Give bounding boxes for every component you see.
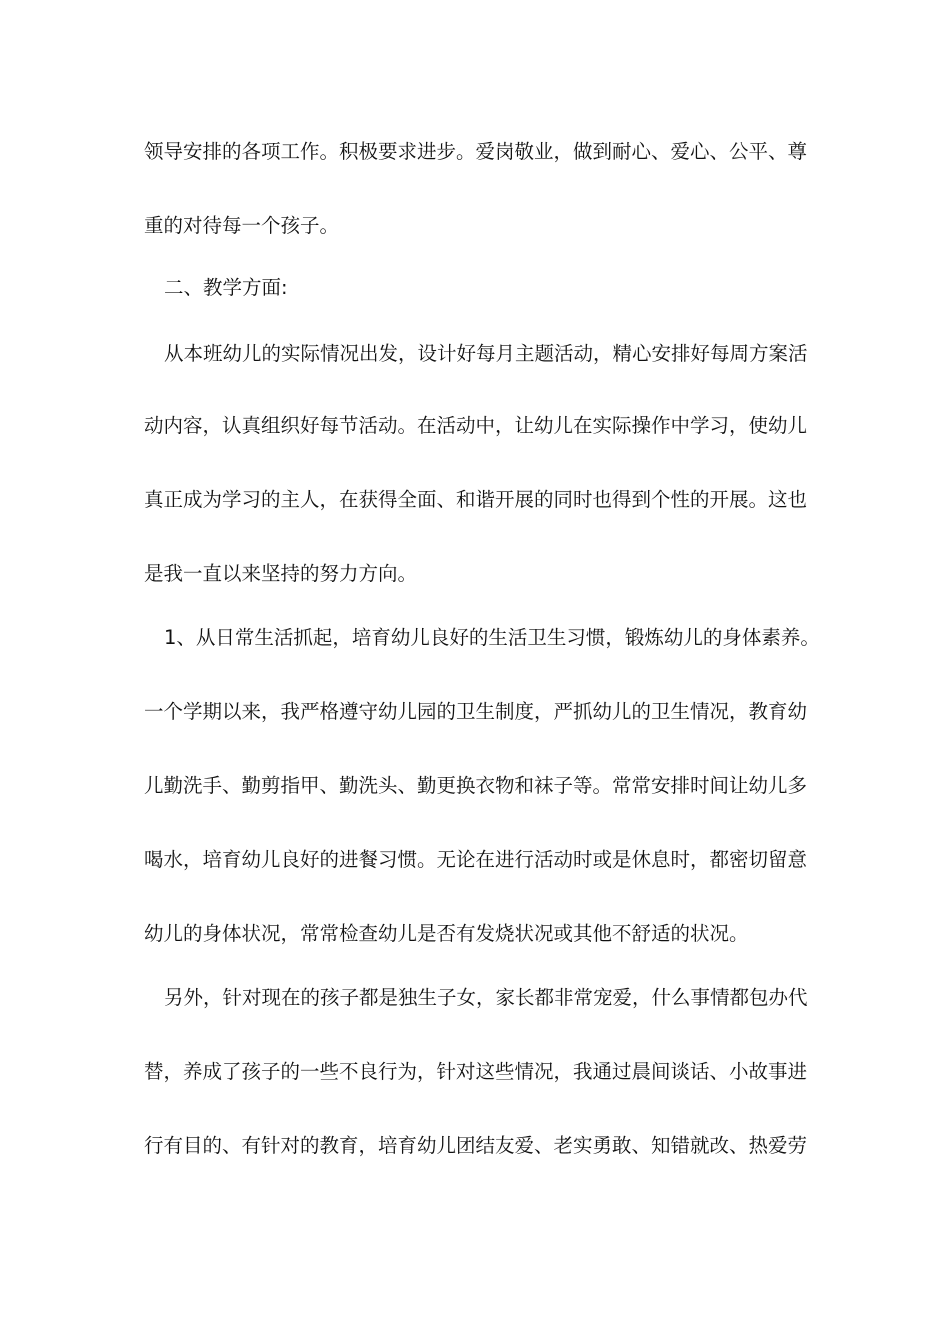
text-line-7: 是我一直以来坚持的努力方向。 bbox=[144, 562, 418, 585]
text-line-2: 重的对待每一个孩子。 bbox=[144, 214, 340, 237]
text-line-12: 幼儿的身体状况，常常检查幼儿是否有发烧状况或其他不舒适的状况。 bbox=[144, 922, 749, 945]
text-line-9: 一个学期以来，我严格遵守幼儿园的卫生制度，严抓幼儿的卫生情况，教育幼 bbox=[144, 700, 808, 723]
text-line-13: 另外，针对现在的孩子都是独生子女，家长都非常宠爱，什么事情都包办代 bbox=[164, 986, 808, 1009]
text-line-14: 替，养成了孩子的一些不良行为，针对这些情况，我通过晨间谈话、小故事进 bbox=[144, 1060, 808, 1083]
text-line-4: 从本班幼儿的实际情况出发，设计好每月主题活动，精心安排好每周方案活 bbox=[164, 342, 808, 365]
text-line-5: 动内容，认真组织好每节活动。在活动中，让幼儿在实际操作中学习，使幼儿 bbox=[144, 414, 808, 437]
section-heading-teaching: 二、教学方面: bbox=[164, 276, 288, 299]
text-line-1: 领导安排的各项工作。积极要求进步。爱岗敬业，做到耐心、爱心、公平、尊 bbox=[144, 140, 808, 163]
list-item-1: 1、从日常生活抓起，培育幼儿良好的生活卫生习惯，锻炼幼儿的身体素养。 bbox=[164, 626, 820, 649]
text-line-10: 儿勤洗手、勤剪指甲、勤洗头、勤更换衣物和袜子等。常常安排时间让幼儿多 bbox=[144, 774, 808, 797]
text-line-11: 喝水，培育幼儿良好的进餐习惯。无论在进行活动时或是休息时，都密切留意 bbox=[144, 848, 808, 871]
text-line-15: 行有目的、有针对的教育，培育幼儿团结友爱、老实勇敢、知错就改、热爱劳 bbox=[144, 1134, 808, 1157]
text-line-6: 真正成为学习的主人，在获得全面、和谐开展的同时也得到个性的开展。这也 bbox=[144, 488, 808, 511]
